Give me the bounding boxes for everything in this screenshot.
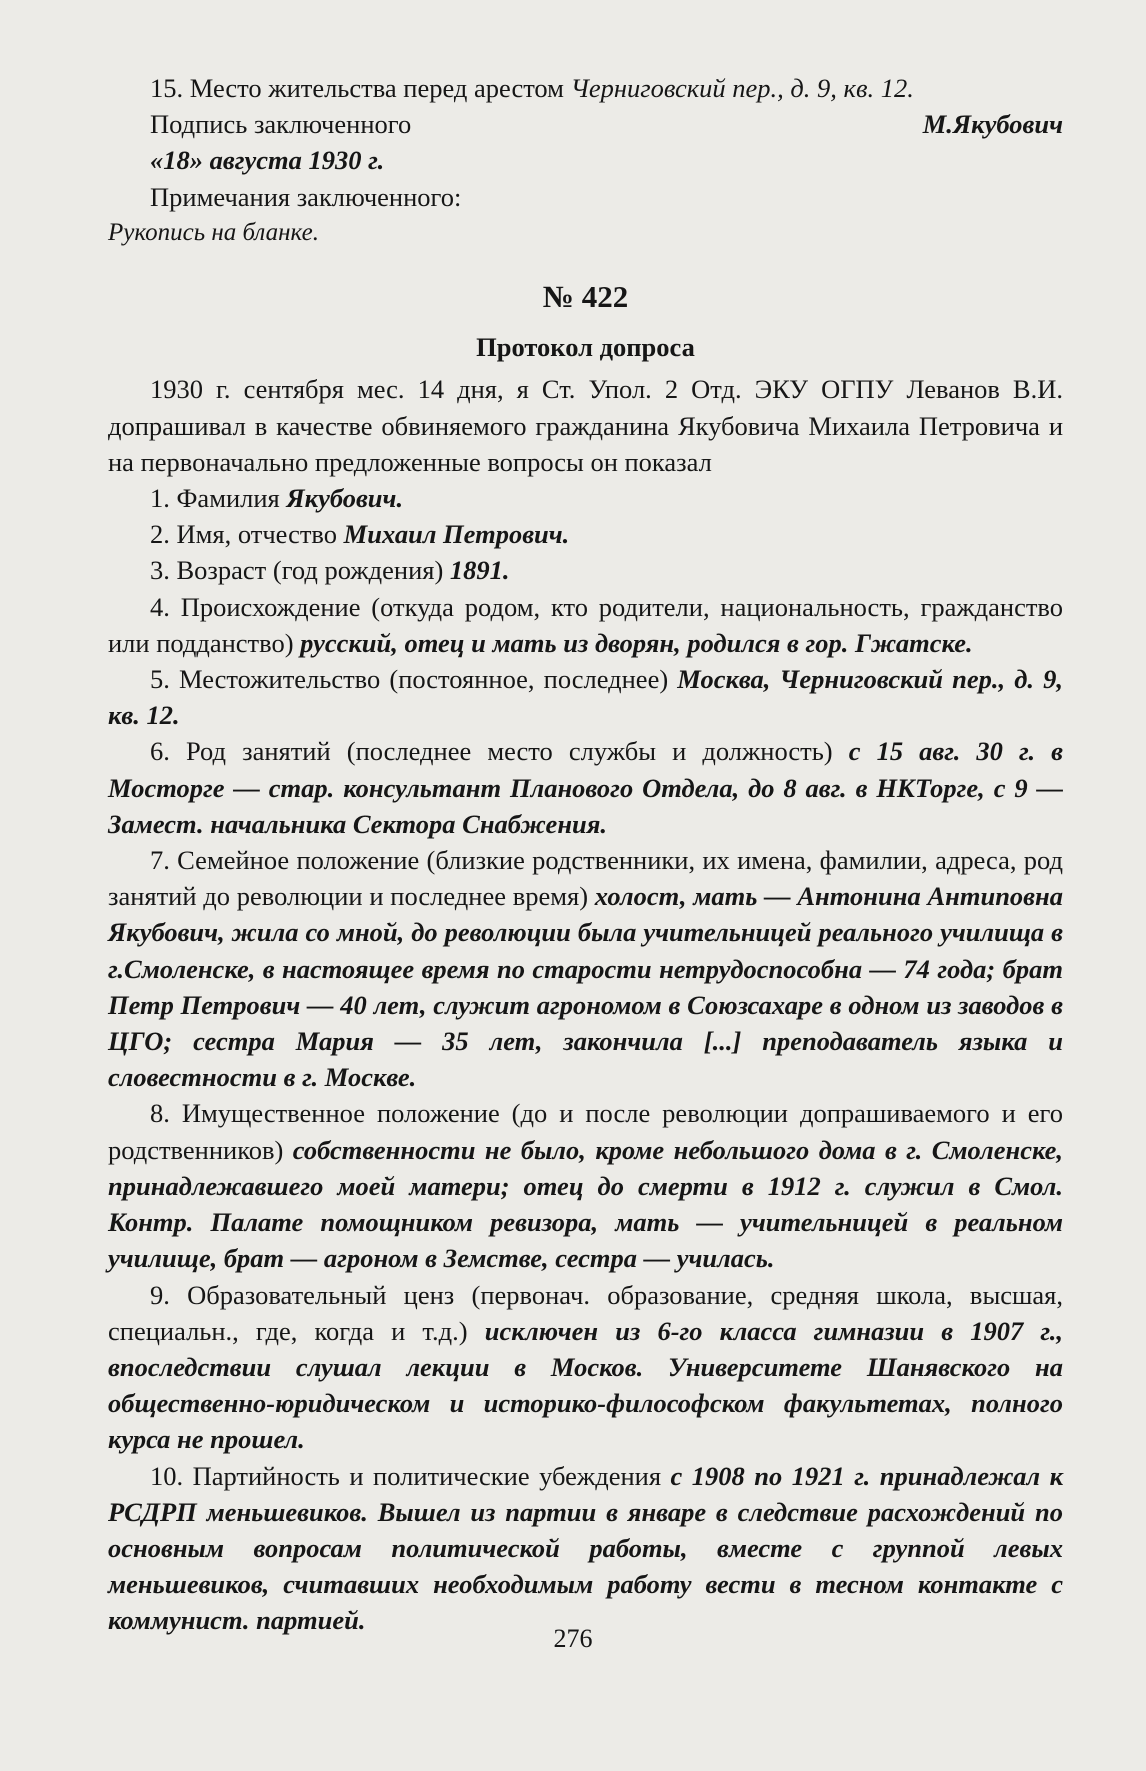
document-title: Протокол допроса — [476, 332, 695, 363]
question-answer: Михаил Петрович. — [343, 519, 570, 550]
question-item — [108, 661, 1063, 733]
notes-label: Примечания заключенного: — [150, 181, 462, 212]
residence-value: Черниговский пер., д. 9, кв. 12. — [570, 73, 914, 103]
signature-line — [108, 106, 1063, 142]
question-label: 5. Местожительство (постоянное, последнее) — [150, 664, 678, 695]
question-label: 4. Происхождение (откуда родом, кто родители, национальность, гражданство или подданство) — [108, 591, 1063, 658]
question-label: 6. Род занятий (последнее место службы и должность) — [150, 736, 849, 767]
residence-label: 15. Место жительства перед арестом — [150, 73, 571, 103]
question-item — [108, 842, 1063, 1095]
signature-date: «18» августа 1930 г. — [150, 145, 385, 176]
question-label: 8. Имущественное положение (до и после революции допрашиваемого и его родственников) — [108, 1098, 1063, 1165]
document-number: № 422 — [542, 279, 629, 315]
question-answer: с 15 авг. 30 г. в Мосторге — стар. консультант Планового Отдела, до 8 авг. в НКТорге, с 9 — Замест. начальника Сектора Снабжения. — [108, 736, 1064, 839]
question-answer: исключен из 6-го класса гимназии в 1907 г., впоследствии слушал лекции в Москов. Университете Шанявского на общественно-юридическом и историко-философском факультетах, полного курса не прошел. — [108, 1315, 1064, 1455]
question-item — [108, 589, 1063, 661]
page-number: 276 — [553, 1624, 593, 1653]
question-answer: русский, отец и мать из дворян, родился в гор. Гжатске. — [300, 627, 973, 658]
signature-value: М.Якубович — [922, 109, 1063, 140]
question-answer: Якубович. — [286, 483, 404, 514]
question-answer: холост, мать — Антонина Антиповна Якубович, жила со мной, до революции была учительницей реального училища в г.Смоленске, в настоящее время по старости нетрудоспособна — 74 года; брат Петр Петрович — 40 лет, служит агрономом в Союзсахаре в одном из заводов в ЦГО; сестра Мария — 35 лет, закончила [...] преподаватель языка и словестности в г. Москве. — [108, 881, 1063, 1093]
residence-line — [108, 70, 1063, 106]
question-label: 2. Имя, отчество — [150, 519, 344, 550]
question-item — [108, 733, 1063, 842]
protocol-intro: 1930 г. сентября мес. 14 дня, я Ст. Упол. 2 Отд. ЭКУ ОГПУ Леванов В.И. допрашивал в качестве обвиняемого гражданина Якубовича Михаила Петровича и на первоначально предложенные вопросы он показал — [108, 374, 1063, 477]
question-answer: 1891. — [449, 555, 510, 586]
question-item — [108, 552, 1063, 588]
question-label: 7. Семейное положение (близкие родственники, их имена, фамилии, адреса, род занятий до революции и последнее время) — [108, 845, 1063, 912]
question-answer: Москва, Черниговский пер., д. 9, кв. 12. — [108, 664, 1063, 731]
question-label: 1. Фамилия — [150, 483, 287, 514]
question-answer: с 1908 по 1921 г. принадлежал к РСДРП меньшевиков. Вышел из партии в январе в следствие расхождений по основным вопросам политической работы, вместе с группой левых меньшевиков, считавших необходимым работу вести в тесном контакте с коммунист. партией. — [108, 1460, 1063, 1636]
question-label: 3. Возраст (год рождения) — [150, 555, 450, 586]
question-item — [108, 516, 1063, 552]
question-label: 10. Партийность и политические убеждения — [150, 1460, 671, 1491]
question-label: 9. Образовательный ценз (первонач. образование, средняя школа, высшая, специальн., где, когда и т.д.) — [108, 1279, 1063, 1346]
signature-label: Подпись заключенного — [150, 109, 412, 140]
question-item — [108, 480, 1063, 516]
question-item — [108, 1458, 1063, 1639]
question-answer: собственности не было, кроме небольшого дома в г. Смоленске, принадлежавшего моей матери; отец до смерти в 1912 г. служил в Смол. Контр. Палате помощником ревизора, мать — учительницей в реальном училище, брат — агроном в Земстве, сестра — училась. — [108, 1134, 1064, 1274]
text-column — [108, 70, 1063, 1639]
question-item — [108, 1277, 1063, 1458]
question-item — [108, 1095, 1063, 1276]
question-list — [108, 480, 1063, 1639]
manuscript-note: Рукопись на бланке. — [108, 218, 319, 246]
